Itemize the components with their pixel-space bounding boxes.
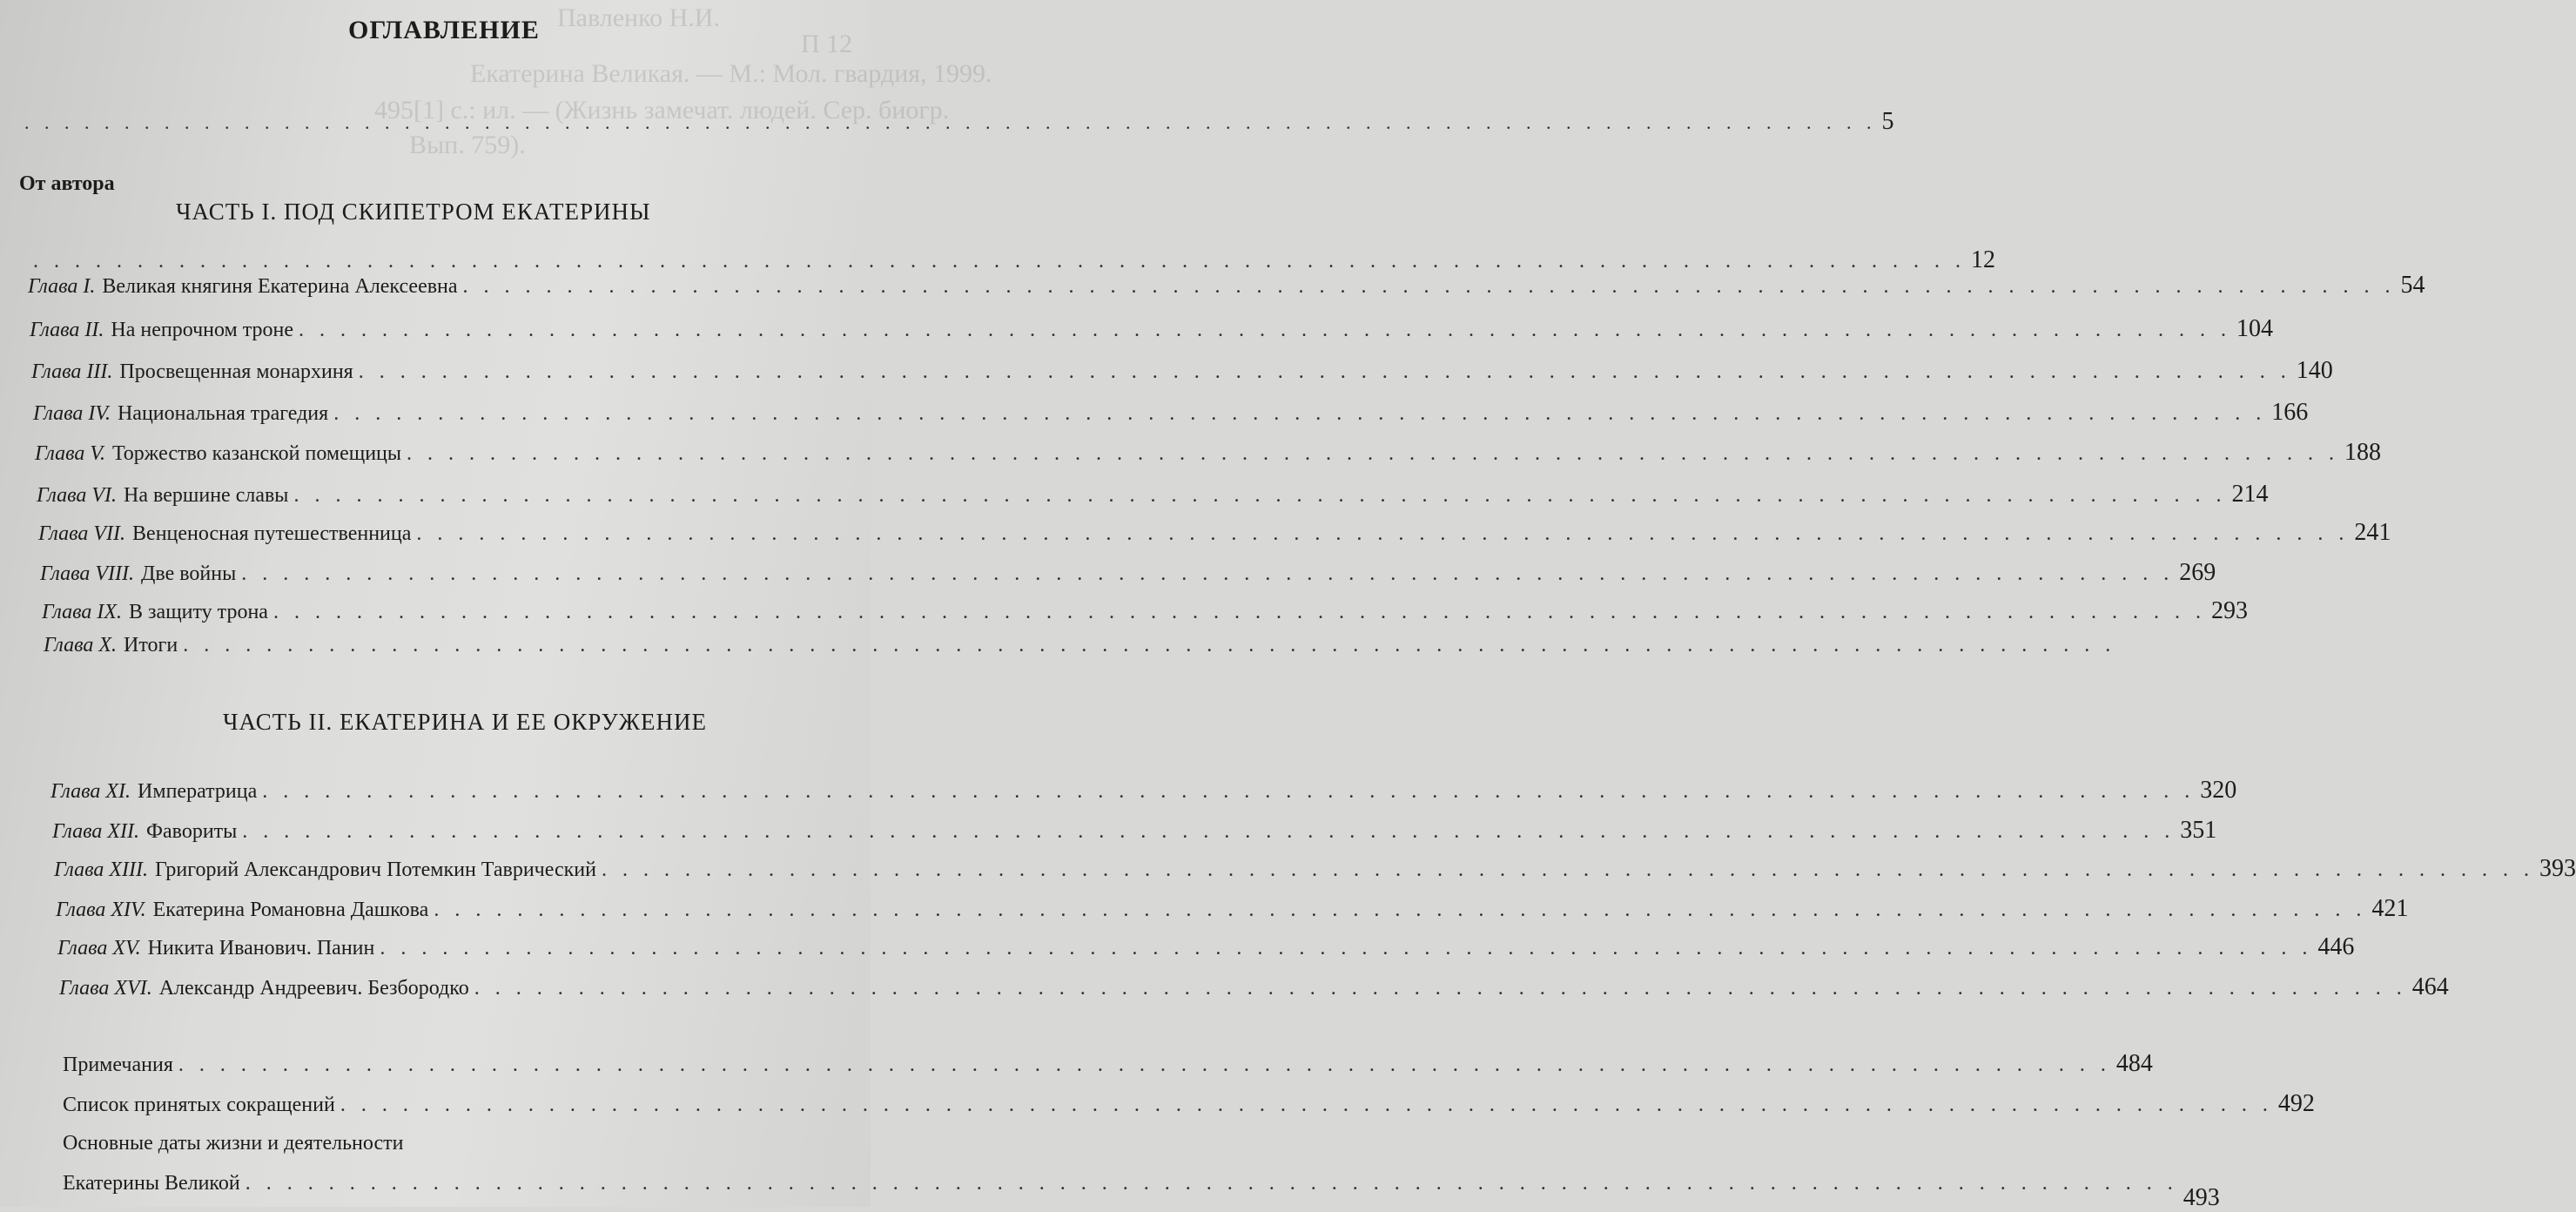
- chapter-number: Глава VIII.: [40, 562, 135, 585]
- toc-title: ОГЛАВЛЕНИЕ: [348, 16, 540, 44]
- toc-entry: [59, 973, 2449, 1001]
- appendix-title: Екатерины Великой: [63, 1172, 240, 1195]
- page-number: 166: [2271, 399, 2309, 426]
- chapter-title: На непрочном троне: [111, 319, 293, 341]
- page-number: 421: [2371, 895, 2409, 922]
- toc-entry: [63, 1168, 2220, 1211]
- leader-dots: [333, 402, 2266, 426]
- page-number: 54: [2400, 272, 2425, 299]
- toc-entry: [63, 1090, 2315, 1118]
- appendix-title: Список принятых сокращений: [63, 1094, 335, 1116]
- leader-dots: [340, 1094, 2273, 1117]
- toc-entry: [37, 481, 2269, 508]
- page-number: 241: [2354, 519, 2391, 546]
- page-number: 104: [2236, 315, 2273, 342]
- chapter-number: Глава X.: [44, 634, 118, 656]
- page-number: 492: [2277, 1090, 2315, 1117]
- chapter-number: Глава VI.: [37, 484, 118, 507]
- chapter-number: Глава III.: [31, 360, 113, 383]
- leader-dots: [183, 634, 2115, 657]
- leader-dots: [178, 1054, 2111, 1077]
- bleed-through-author: Павленко Н.И.: [557, 3, 720, 32]
- chapter-title: Итоги: [124, 634, 178, 656]
- chapter-title: Александр Андреевич. Безбородко: [158, 977, 469, 1000]
- leader-dots: [359, 360, 2291, 384]
- leader-dots: [33, 250, 1966, 273]
- toc-entry: [40, 559, 2216, 587]
- chapter-title: Никита Иванович. Панин: [147, 937, 375, 960]
- toc-entry: [56, 895, 2409, 923]
- toc-entry-foreword-title-row: [19, 172, 141, 196]
- chapter-number: Глава XIV.: [56, 899, 146, 921]
- toc-entry: [42, 597, 2248, 625]
- page-number: 140: [2296, 357, 2333, 384]
- page-number: 484: [2115, 1050, 2153, 1077]
- page-number: 293: [2210, 597, 2248, 624]
- chapter-number: Глава IV.: [33, 402, 111, 425]
- chapter-number: Глава VII.: [38, 522, 126, 545]
- chapter-number: Глава II.: [30, 319, 104, 341]
- leader-dots: [241, 562, 2174, 586]
- leader-dots: [463, 275, 2396, 299]
- bleed-through-line: Вып. 759).: [409, 131, 526, 159]
- toc-entry: [63, 1132, 672, 1155]
- toc-entry: [63, 1050, 2153, 1078]
- bleed-through-line: Екатерина Великая. — М.: Мол. гвардия, 1999.: [470, 59, 992, 88]
- toc-entry: [54, 855, 2576, 883]
- page-number: 393: [2539, 855, 2576, 882]
- leader-dots: [434, 899, 2366, 922]
- bleed-through-index: П 12: [801, 30, 853, 58]
- page-number: 188: [2344, 439, 2382, 466]
- leader-dots: [273, 601, 2206, 624]
- leader-dots: [474, 977, 2407, 1000]
- toc-entry: [33, 399, 2309, 427]
- chapter-number: Глава XI.: [50, 780, 131, 803]
- leader-dots: [407, 442, 2339, 466]
- toc-entry: [30, 315, 2273, 343]
- chapter-number: Глава I.: [28, 275, 96, 298]
- leader-dots: [293, 484, 2226, 508]
- leader-dots: [299, 319, 2231, 342]
- leader-dots: [262, 780, 2195, 804]
- chapter-number: Глава IX.: [42, 601, 123, 623]
- toc-entry: [35, 439, 2382, 467]
- toc-entry: [28, 272, 2425, 300]
- toc-entry: [31, 357, 2333, 385]
- bleed-through-line: 495[1] с.: ил. — (Жизнь замечат. людей. Сер. биогр.: [374, 96, 950, 125]
- leader-dots: [380, 937, 2312, 960]
- leader-dots: [602, 858, 2534, 882]
- entry-title: От автора: [19, 172, 115, 195]
- chapter-title: Григорий Александрович Потемкин Таврический: [155, 858, 596, 881]
- appendix-title: Основные даты жизни и деятельности: [63, 1132, 404, 1155]
- page-number: 5: [1881, 108, 1894, 135]
- page-number: 351: [2180, 817, 2217, 844]
- toc-entry: [28, 246, 1995, 274]
- chapter-title: Великая княгиня Екатерина Алексеевна: [102, 275, 458, 298]
- toc-entry: [50, 777, 2237, 805]
- chapter-title: Фавориты: [146, 820, 238, 843]
- toc-entry: [44, 634, 857, 657]
- appendix-title: Примечания: [63, 1054, 173, 1076]
- page-number: 446: [2317, 933, 2355, 960]
- leader-dots: [24, 111, 1877, 134]
- page-number: 214: [2231, 481, 2269, 508]
- chapter-number: Глава XV.: [57, 937, 141, 960]
- toc-entry: [57, 933, 2355, 961]
- chapter-title: В защиту трона: [129, 601, 268, 623]
- chapter-number: Глава XII.: [52, 820, 140, 843]
- part-title: ЧАСТЬ II. ЕКАТЕРИНА И ЕЕ ОКРУЖЕНИЕ: [223, 709, 707, 735]
- page-number: 493: [2183, 1184, 2220, 1211]
- page-number: 269: [2179, 559, 2216, 586]
- page-number: 320: [2200, 777, 2237, 804]
- chapter-number: Глава XIII.: [54, 858, 149, 881]
- toc-entry: [38, 519, 2391, 547]
- chapter-number: Глава V.: [35, 442, 105, 465]
- chapter-title: Национальная трагедия: [117, 402, 329, 425]
- leader-dots: [416, 522, 2349, 546]
- chapter-title: Екатерина Романовна Дашкова: [152, 899, 429, 921]
- leader-dots: [242, 820, 2175, 844]
- chapter-title: Торжество казанской помещицы: [111, 442, 402, 465]
- page-number: 464: [2411, 973, 2449, 1000]
- leader-dots: [245, 1172, 2178, 1195]
- chapter-title: На вершине славы: [124, 484, 289, 507]
- chapter-title: Императрица: [138, 780, 258, 803]
- chapter-title: Просвещенная монархиня: [119, 360, 353, 383]
- chapter-number: Глава XVI.: [59, 977, 152, 1000]
- page-number: 12: [1971, 246, 1995, 273]
- part-title: ЧАСТЬ I. ПОД СКИПЕТРОМ ЕКАТЕРИНЫ: [176, 199, 651, 225]
- toc-entry: [52, 817, 2217, 845]
- chapter-title: Две войны: [141, 562, 237, 585]
- chapter-title: Венценосная путешественница: [132, 522, 412, 545]
